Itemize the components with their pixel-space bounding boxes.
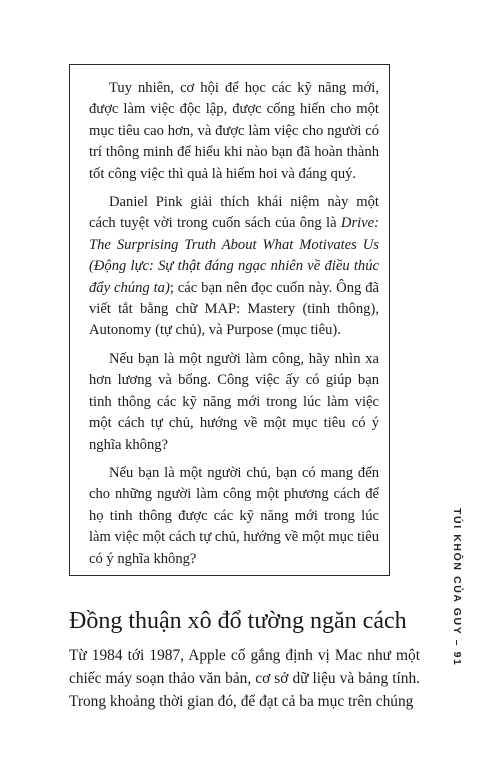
box-paragraph-2: [89, 192, 379, 342]
book-title: Drive: The Surprising Truth About What Motivates Us (Động lực: Sự thật đáng ngạc nhiên về điều thúc đẩy chúng ta): [89, 215, 379, 296]
box-paragraph-2-tail: ; các bạn nên đọc cuốn này. Ông đã viết tắt bằng chữ MAP: Mastery (tinh thông), Autonomy (tự chủ), và Purpose (mục tiêu).: [89, 279, 379, 339]
box-paragraph-1: Tuy nhiên, cơ hội để học các kỹ năng mới, được làm việc độc lập, được cống hiến cho một mục tiêu cao hơn, và được làm việc cho người có trí thông minh để hiểu khi nào bạn đã hoàn thành tốt công việc thì quả là hiếm hoi và đáng quý.: [89, 80, 379, 182]
sidebar-box: [69, 64, 390, 576]
section-heading: Đồng thuận xô đổ tường ngăn cách: [69, 608, 407, 634]
body-paragraph: Từ 1984 tới 1987, Apple cố gắng định vị Mac như một chiếc máy soạn thảo văn bản, cơ sở dữ liệu và bảng tính. Trong khoảng thời gian đó, để đạt cả ba mục trên chúng: [69, 647, 420, 710]
box-paragraph-2-lead: Daniel Pink giải thích khái niệm này một cách tuyệt vời trong cuốn sách của ông là: [89, 194, 379, 232]
running-head: TÚI KHÔN CỦA GUY – 91: [451, 508, 463, 667]
box-paragraph-3: Nếu bạn là một người làm công, hãy nhìn xa hơn lương và bổng. Công việc ấy có giúp bạn tinh thông các kỹ năng mới trong lúc làm việc một cách tự chủ, hướng về một mục tiêu có ý nghĩa không?: [89, 350, 379, 453]
box-paragraph-4: Nếu bạn là một người chủ, bạn có mang đến cho những người làm công một phương cách để họ tinh thông được các kỹ năng mới trong lúc làm việc một cách tự chủ, hướng về một mục tiêu có ý nghĩa không?: [89, 464, 379, 567]
